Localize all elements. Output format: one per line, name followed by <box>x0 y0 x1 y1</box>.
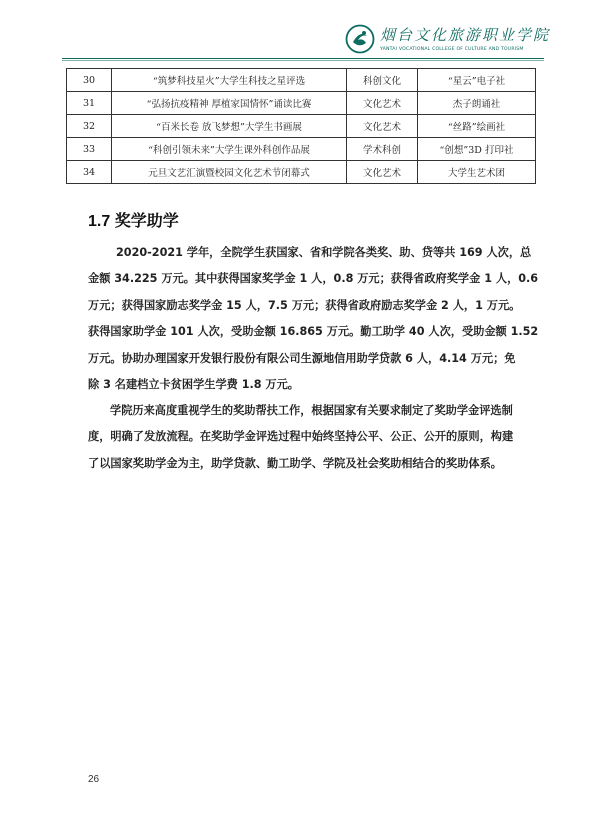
college-logo-icon <box>345 24 375 54</box>
activity-category: 文化艺术 <box>347 161 418 184</box>
organizing-club: “创想”3D 打印社 <box>418 138 536 161</box>
row-number: 34 <box>67 161 112 184</box>
activity-name: “弘扬抗疫精神 厚植家国情怀”诵读比赛 <box>112 92 347 115</box>
activity-name: “科创引领未来”大学生课外科创作品展 <box>112 138 347 161</box>
paragraph-line: 了以国家奖助学金为主，助学贷款、勤工助学、学院及社会奖助相结合的奖助体系。 <box>88 456 502 470</box>
paragraph-line: 2020-2021 学年，全院学生获国家、省和学院各类奖、助、贷等共 169 人次，总 <box>116 246 532 259</box>
scholarship-policy-paragraph <box>88 398 516 477</box>
paragraph-line: 度，明确了发放流程。在奖助学金评选过程中始终坚持公平、公正、公开的原则，构建 <box>88 430 514 444</box>
activity-name: “筑梦科技星火”大学生科技之星评选 <box>112 69 347 92</box>
activity-category: 文化艺术 <box>347 92 418 115</box>
table-row <box>67 69 536 92</box>
page-number: 26 <box>88 774 100 785</box>
section-heading: 1.7 奖学助学 <box>88 213 179 230</box>
college-brand <box>380 24 551 52</box>
row-number: 33 <box>67 138 112 161</box>
activity-category: 文化艺术 <box>347 115 418 138</box>
header-rule-secondary <box>62 60 544 61</box>
paragraph-line: 金额 34.225 万元。其中获得国家奖学金 1 人，0.8 万元；获得省政府奖学金 1 人，0.6 <box>88 272 539 286</box>
row-number: 31 <box>67 92 112 115</box>
table-row <box>67 138 536 161</box>
activity-category: 科创文化 <box>347 69 418 92</box>
page-header <box>0 0 600 70</box>
row-number: 30 <box>67 69 112 92</box>
college-name-cn: 烟台文化旅游职业学院 <box>380 26 551 44</box>
scholarship-summary-paragraph <box>88 240 539 398</box>
table-row <box>67 115 536 138</box>
table-row <box>67 92 536 115</box>
activity-name: “百米长卷 放飞梦想”大学生书画展 <box>112 115 347 138</box>
activity-category: 学术科创 <box>347 138 418 161</box>
organizing-club: 大学生艺术团 <box>418 161 536 184</box>
organizing-club: “丝路”绘画社 <box>418 115 536 138</box>
paragraph-line: 除 3 名建档立卡贫困学生学费 1.8 万元。 <box>88 378 299 392</box>
paragraph-line: 获得国家助学金 101 人次，受助金额 16.865 万元。勤工助学 40 人次，受助金额 1.52 <box>88 325 539 339</box>
row-number: 32 <box>67 115 112 138</box>
header-rule <box>62 58 544 59</box>
organizing-club: 杰子朗诵社 <box>418 92 536 115</box>
organizing-club: “星云”电子社 <box>418 69 536 92</box>
paragraph-line: 学院历来高度重视学生的奖助帮扶工作，根据国家有关要求制定了奖助学金评选制 <box>110 404 513 417</box>
paragraph-line: 万元。协助办理国家开发银行股份有限公司生源地信用助学贷款 6 人，4.14 万元；免 <box>88 351 516 365</box>
table-row <box>67 161 536 184</box>
college-name-en: YANTAI VOCATIONAL COLLEGE OF CULTURE AND TOURISM <box>380 47 524 52</box>
paragraph-line: 万元；获得国家励志奖学金 15 人，7.5 万元；获得省政府励志奖学金 2 人，1 万元。 <box>88 298 521 312</box>
activity-name: 元旦文艺汇演暨校园文化艺术节闭幕式 <box>112 161 347 184</box>
activities-table <box>66 68 536 184</box>
